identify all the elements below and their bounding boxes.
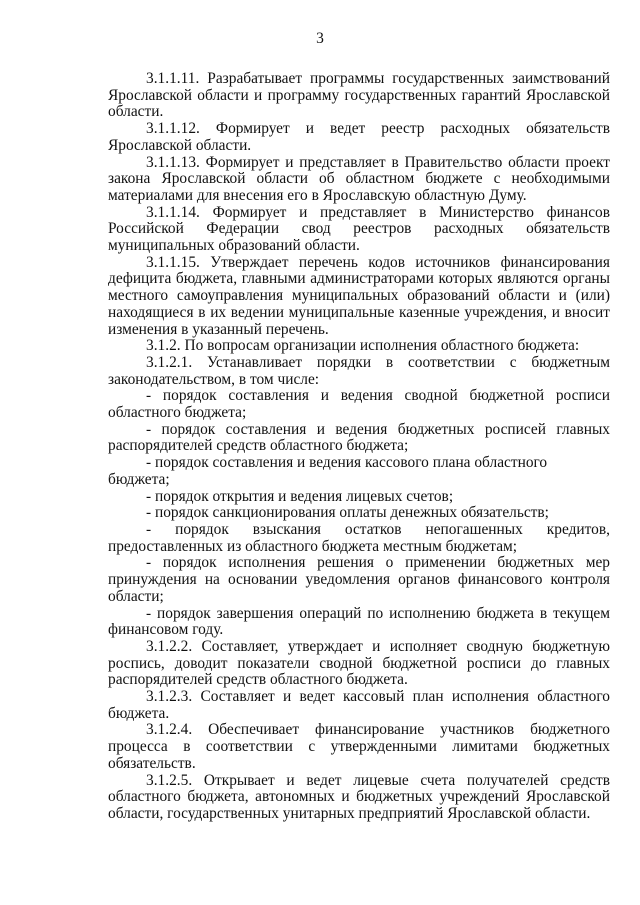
list-item: - порядок взыскания остатков непогашенных кредитов, предоставленных из областного бюджета местным бюджетам; bbox=[108, 520, 610, 555]
section-heading-3-1-2: 3.1.2. По вопросам организации исполнения областного бюджета: bbox=[146, 337, 580, 355]
page-number: 3 bbox=[316, 30, 324, 47]
paragraph-3-1-2-5: 3.1.2.5. Открывает и ведет лицевые счета получателей средств областного бюджета, автономных и бюджетных учреждений Ярославской области, государственных унитарных предприятий Ярославской области. bbox=[108, 771, 610, 822]
list-item: - порядок составления и ведения кассового плана областного бюджета; bbox=[108, 454, 548, 488]
paragraph-3-1-1-13: 3.1.1.13. Формирует и представляет в Правительство области проект закона Ярославской области об областном бюджете с необходимыми материалами для внесения его в Ярославскую областную Думу. bbox=[108, 153, 610, 204]
paragraph-3-1-1-12: 3.1.1.12. Формирует и ведет реестр расходных обязательств Ярославской области. bbox=[108, 120, 610, 154]
paragraph-3-1-2-4: 3.1.2.4. Обеспечивает финансирование участников бюджетного процесса в соответствии с утвержденными лимитами бюджетных обязательств. bbox=[108, 721, 610, 772]
paragraph-3-1-1-14: 3.1.1.14. Формирует и представляет в Министерство финансов Российской Федерации свод реестров расходных обязательств муниципальных образований области. bbox=[108, 203, 610, 255]
list-item: - порядок санкционирования оплаты денежных обязательств; bbox=[146, 504, 549, 522]
list-item: - порядок составления и ведения сводной бюджетной росписи областного бюджета; bbox=[108, 387, 610, 422]
list-item: - порядок исполнения решения о применении бюджетных мер принуждения на основании уведомления органов финансового контроля области; bbox=[108, 554, 610, 605]
paragraph-3-1-2-1: 3.1.2.1. Устанавливает порядки в соответствии с бюджетным законодательством, в том числе: bbox=[108, 353, 610, 388]
list-item: - порядок составления и ведения бюджетных росписей главных распорядителей средств областного бюджета; bbox=[108, 420, 610, 455]
paragraph-3-1-1-15: 3.1.1.15. Утверждает перечень кодов источников финансирования дефицита бюджета, главными администраторами которых являются органы местного самоуправления муниципальных образований области и (или) находящиеся в их ведении муниципальные казенные учреждения, и вносит изменения в указанный перечень. bbox=[108, 253, 610, 338]
list-item: - порядок открытия и ведения лицевых счетов; bbox=[146, 487, 454, 505]
document-body bbox=[108, 71, 610, 823]
paragraph-3-1-1-11: 3.1.1.11. Разрабатывает программы государственных заимствований Ярославской области и программу государственных гарантий Ярославской области. bbox=[108, 70, 610, 121]
list-item: - порядок завершения операций по исполнению бюджета в текущем финансовом году. bbox=[108, 604, 610, 639]
paragraph-3-1-2-3: 3.1.2.3. Составляет и ведет кассовый план исполнения областного бюджета. bbox=[108, 688, 610, 722]
paragraph-3-1-2-2: 3.1.2.2. Составляет, утверждает и исполняет сводную бюджетную роспись, доводит показатели сводной бюджетной росписи до главных распорядителей средств областного бюджета. bbox=[108, 637, 610, 689]
